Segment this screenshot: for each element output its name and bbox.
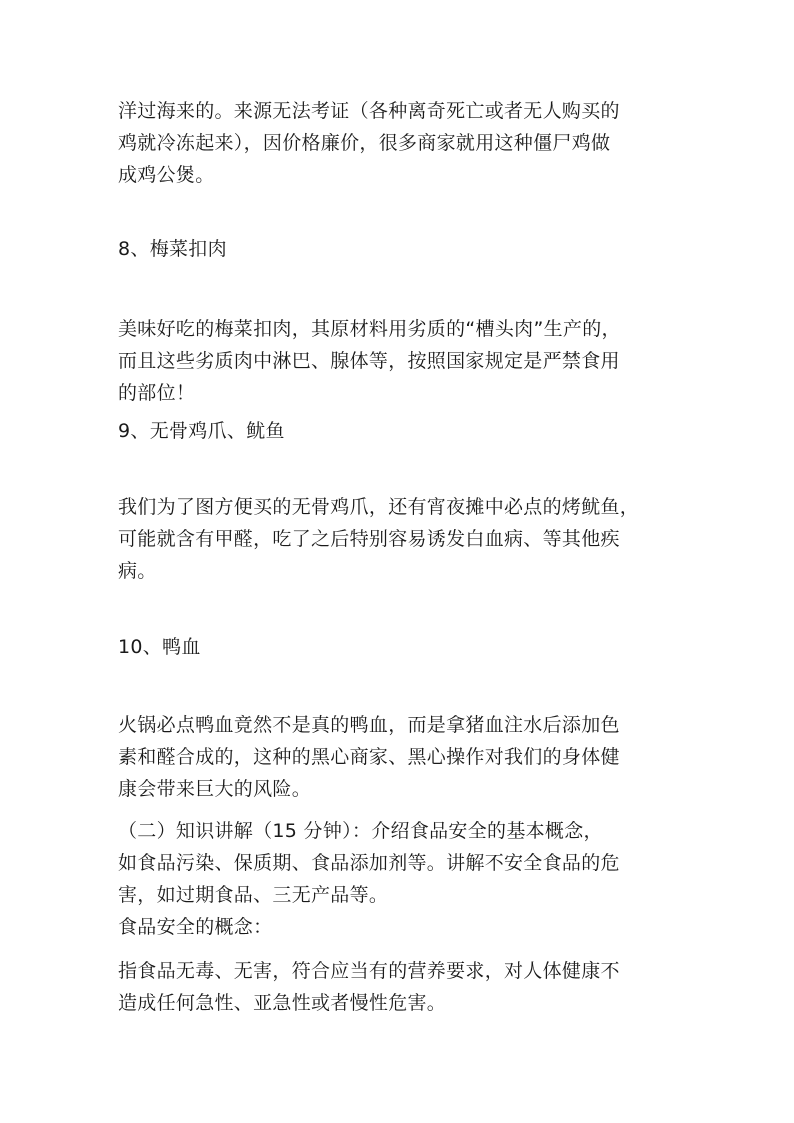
- text-line: 的部位！: [118, 382, 196, 404]
- text-line: 康会带来巨大的风险。: [118, 778, 312, 800]
- paragraph-food-safety-concept-label: [118, 911, 680, 943]
- text-line: 指食品无毒、无害，符合应当有的营养要求，对人体健康不: [118, 960, 620, 982]
- paragraph-knowledge-section: [118, 815, 680, 911]
- heading-item-9: 9、无骨鸡爪、鱿鱼: [118, 420, 285, 442]
- heading-item-8: 8、梅菜扣肉: [118, 238, 227, 260]
- text-line: 而且这些劣质肉中淋巴、腺体等，按照国家规定是严禁食用: [118, 350, 620, 372]
- text-line: 鸡就冷冻起来），因价格廉价，很多商家就用这种僵尸鸡做: [118, 132, 611, 154]
- paragraph-item-8: [118, 313, 680, 409]
- text-line: 如食品污染、保质期、食品添加剂等。讲解不安全食品的危: [118, 852, 620, 874]
- text-line: 成鸡公煲。: [118, 164, 215, 186]
- paragraph-zombie-chicken: [118, 95, 680, 191]
- text-line: 素和醛合成的，这种的黑心商家、黑心操作对我们的身体健: [118, 746, 620, 768]
- paragraph-item-10: [118, 709, 680, 805]
- text-line: 可能就含有甲醛，吃了之后特别容易诱发白血病、等其他疾: [118, 528, 620, 550]
- text-line: 我们为了图方便买的无骨鸡爪，还有宵夜摊中必点的烤鱿鱼，: [118, 496, 640, 518]
- text-line: 病。: [118, 560, 157, 582]
- text-line: 火锅必点鸭血竟然不是真的鸭血，而是拿猪血注水后添加色: [118, 714, 620, 736]
- text-line: 美味好吃的梅菜扣肉，其原材料用劣质的“槽头肉”生产的，: [118, 318, 621, 340]
- paragraph-item-9: [118, 491, 680, 587]
- text-line: （二）知识讲解（15 分钟）：介绍食品安全的基本概念，: [118, 820, 603, 842]
- paragraph-food-safety-definition: [118, 955, 680, 1019]
- text-line: 食品安全的概念：: [118, 916, 273, 938]
- heading-item-10: 10、鸭血: [118, 636, 201, 658]
- text-line: 害，如过期食品、三无产品等。: [118, 884, 389, 906]
- text-line: 造成任何急性、亚急性或者慢性危害。: [118, 992, 447, 1014]
- text-line: 洋过海来的。来源无法考证（各种离奇死亡或者无人购买的: [118, 100, 620, 122]
